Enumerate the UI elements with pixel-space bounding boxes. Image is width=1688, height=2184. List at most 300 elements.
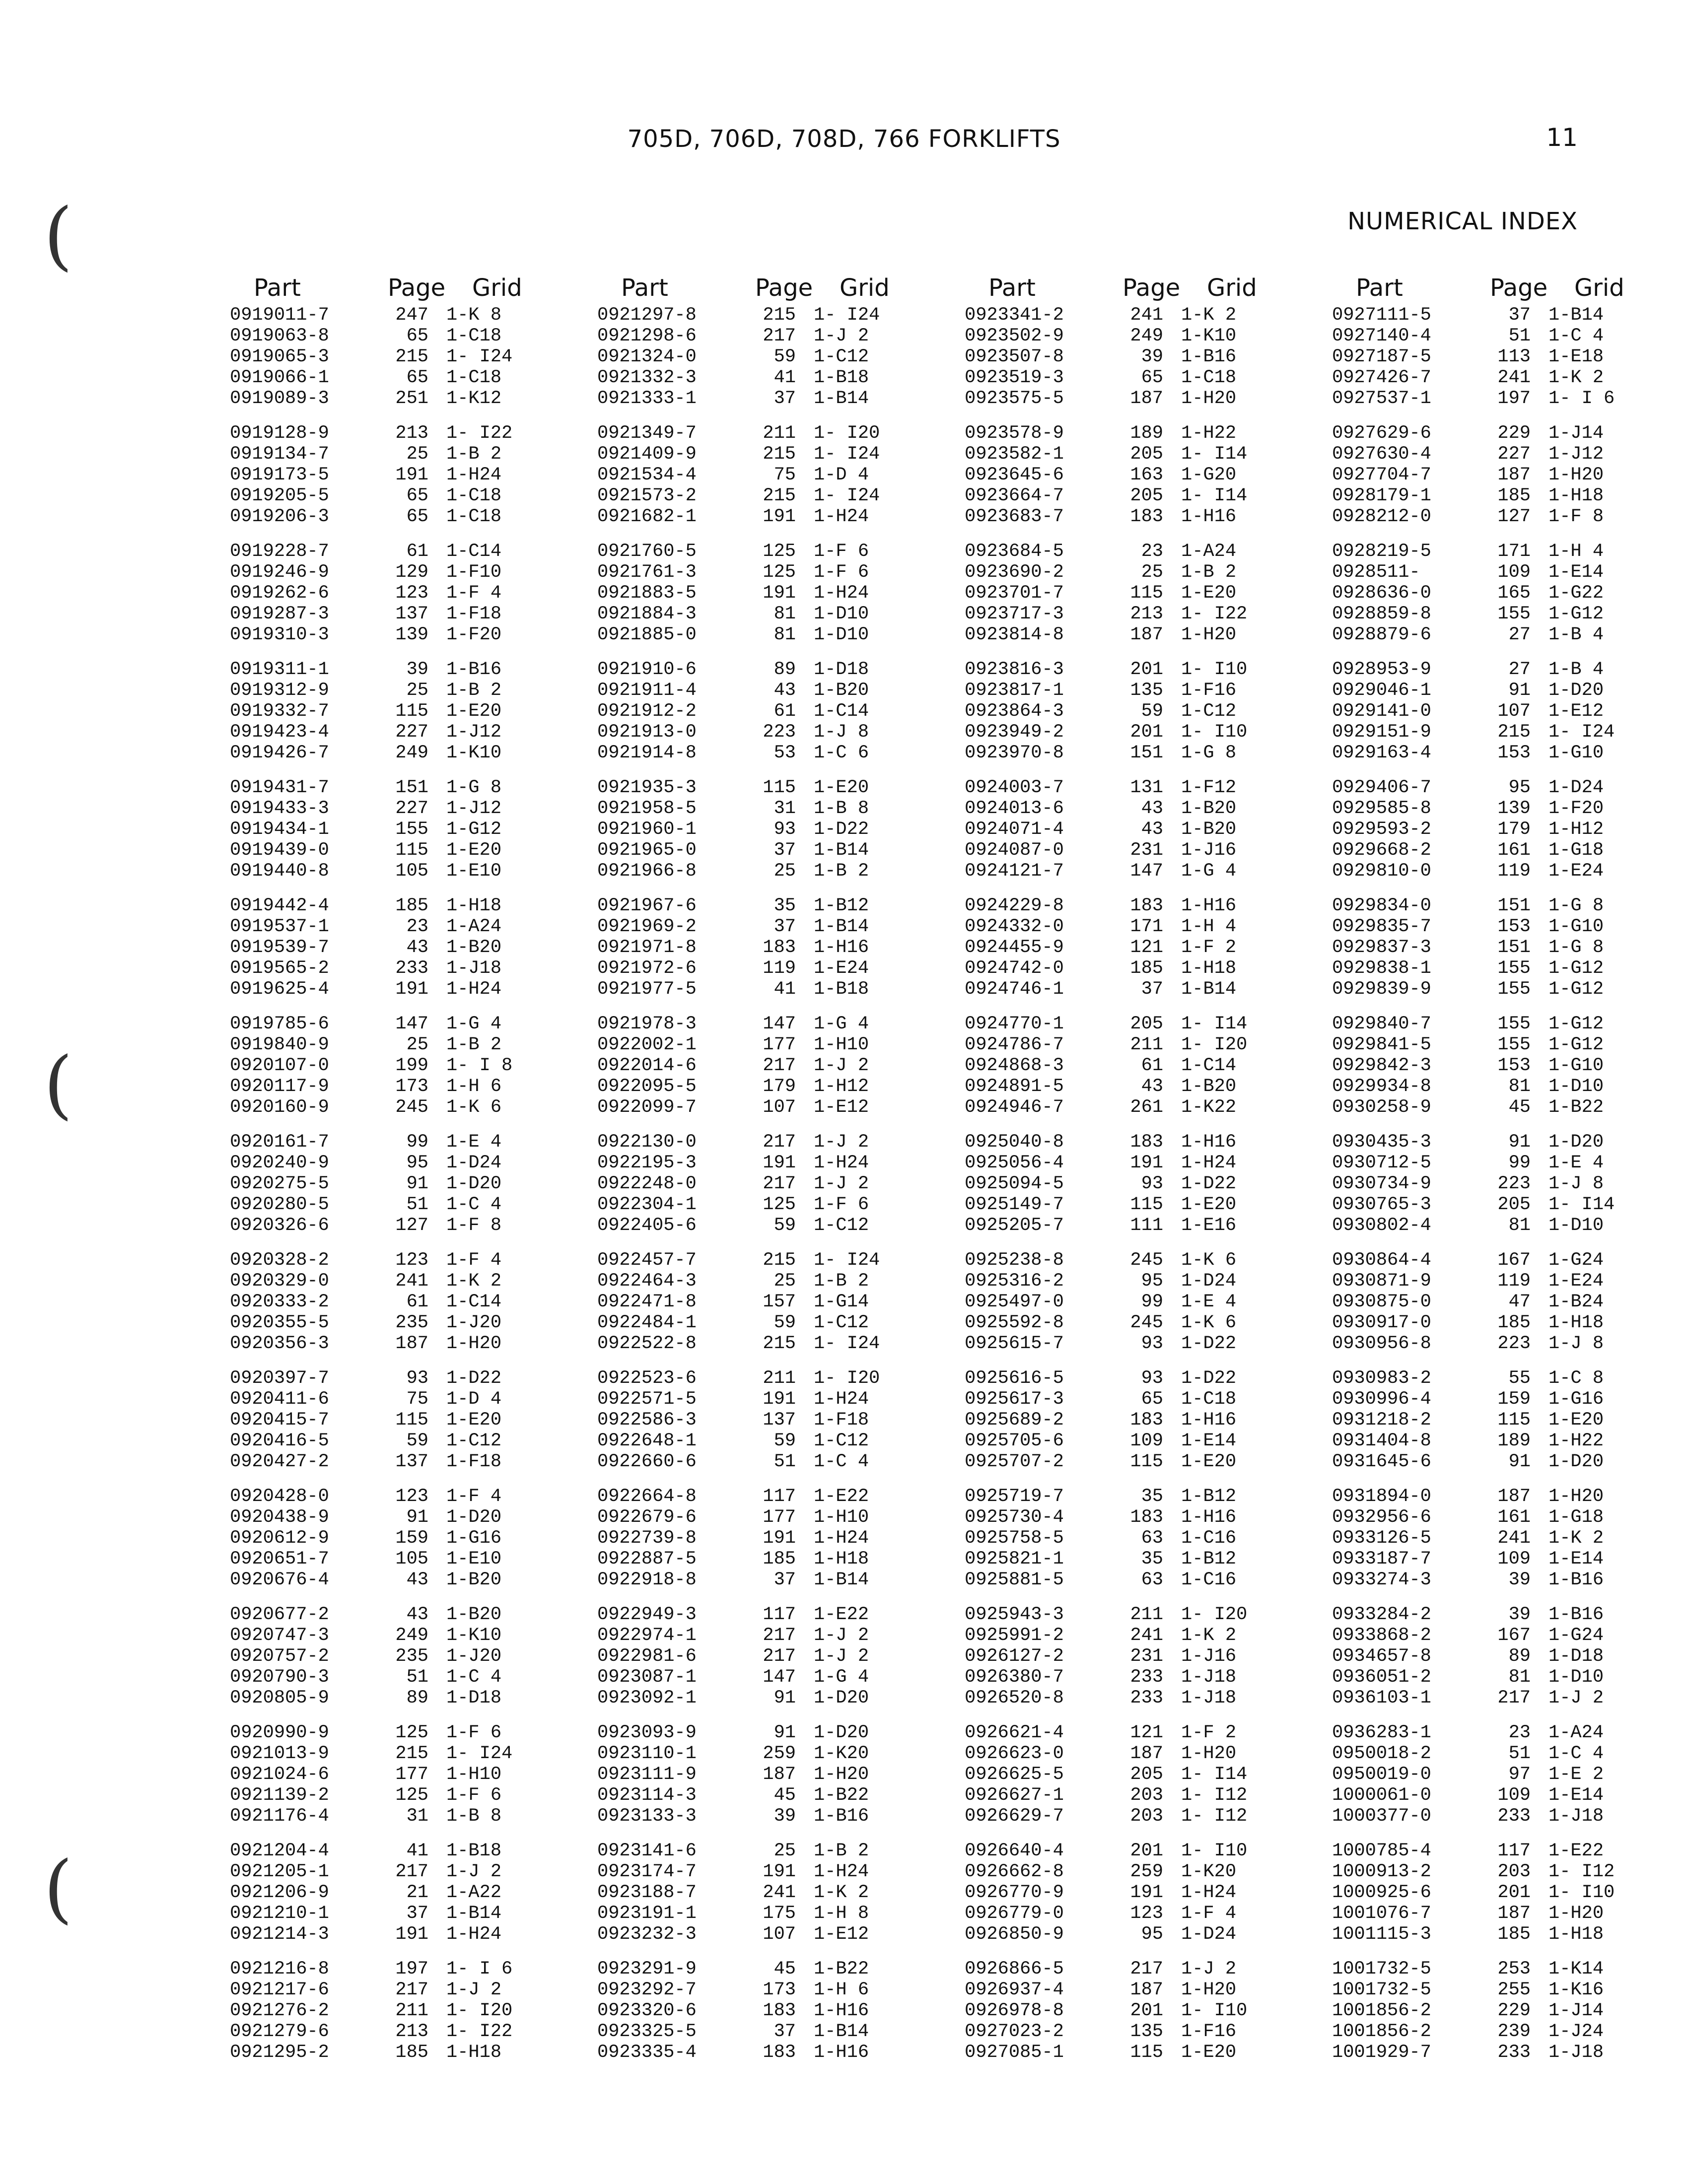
- page-ref: 35: [774, 895, 796, 916]
- part-number: 0930712-5: [1332, 1153, 1431, 1173]
- page-ref: 147: [763, 1014, 796, 1034]
- grid-ref: 1-B20: [1181, 1076, 1237, 1097]
- page-ref: 155: [1497, 1034, 1531, 1055]
- page-ref: 25: [774, 1841, 796, 1861]
- table-row: [230, 1034, 607, 1055]
- part-number: 1001732-5: [1332, 1979, 1431, 2000]
- part-number: 0925730-4: [965, 1507, 1064, 1528]
- table-row: [1332, 485, 1688, 506]
- part-number: 0921978-3: [597, 1014, 697, 1034]
- grid-ref: 1-C18: [1181, 367, 1237, 388]
- part-number: 0923519-3: [965, 367, 1064, 388]
- part-number: 0921206-9: [230, 1882, 329, 1903]
- grid-ref: 1-D22: [1181, 1173, 1237, 1194]
- grid-ref: 1-B16: [814, 1806, 869, 1827]
- table-row: [597, 2042, 975, 2063]
- grid-ref: 1-B12: [814, 895, 869, 916]
- table-row: [1332, 659, 1688, 680]
- part-number: 0925205-7: [965, 1215, 1064, 1236]
- page-ref: 81: [1508, 1667, 1531, 1688]
- table-row: [230, 1861, 607, 1882]
- page-ref: 93: [774, 819, 796, 840]
- page-ref: 167: [1497, 1625, 1531, 1646]
- grid-ref: 1-J16: [1181, 840, 1237, 861]
- page-ref: 187: [1497, 465, 1531, 485]
- grid-ref: 1-G 8: [1548, 895, 1604, 916]
- part-number: 0923575-5: [965, 388, 1064, 409]
- grid-ref: 1-H18: [446, 2042, 502, 2063]
- table-row: [597, 1764, 975, 1785]
- part-number: 0932956-6: [1332, 1507, 1431, 1528]
- grid-ref: 1-G12: [1548, 979, 1604, 1000]
- table-row: [230, 1806, 607, 1827]
- part-number: 0925617-3: [965, 1389, 1064, 1410]
- page-ref: 215: [395, 346, 428, 367]
- part-number: 1001856-2: [1332, 2000, 1431, 2021]
- page-ref: 255: [1497, 1979, 1531, 2000]
- page-ref: 239: [1497, 2021, 1531, 2042]
- grid-ref: 1-C 4: [1548, 326, 1604, 346]
- part-number: 0921297-8: [597, 305, 697, 326]
- page-ref: 187: [395, 1333, 428, 1354]
- part-number: 0929810-0: [1332, 861, 1431, 882]
- grid-ref: 1-D 4: [446, 1389, 502, 1410]
- grid-ref: 1-J 8: [1548, 1333, 1604, 1354]
- part-number: 0922523-6: [597, 1368, 697, 1389]
- grid-ref: 1-H18: [1548, 485, 1604, 506]
- part-number: 0922739-8: [597, 1528, 697, 1549]
- table-row: [597, 2000, 975, 2021]
- table-row: [597, 1625, 975, 1646]
- table-row: [965, 979, 1342, 1000]
- page-ref: 179: [1497, 819, 1531, 840]
- page-ref: 185: [1130, 958, 1163, 979]
- part-number: 0923717-3: [965, 604, 1064, 624]
- part-number: 0919434-1: [230, 819, 329, 840]
- grid-ref: 1-J 2: [814, 1132, 869, 1153]
- part-number: 0930864-4: [1332, 1250, 1431, 1271]
- page-ref: 187: [763, 1764, 796, 1785]
- grid-ref: 1-H18: [1548, 1312, 1604, 1333]
- part-number: 0925689-2: [965, 1410, 1064, 1431]
- part-number: 0922002-1: [597, 1034, 697, 1055]
- page-ref: 201: [1130, 722, 1163, 743]
- table-row: [597, 659, 975, 680]
- table-row: [1332, 722, 1688, 743]
- table-row: [965, 840, 1342, 861]
- table-row: [230, 1389, 607, 1410]
- grid-ref: 1-C 4: [814, 1451, 869, 1472]
- grid-ref: 1-C12: [814, 346, 869, 367]
- row-group: [230, 1959, 607, 2063]
- grid-ref: 1- I24: [1548, 722, 1615, 743]
- table-row: [230, 958, 607, 979]
- grid-ref: 1-E12: [1548, 701, 1604, 722]
- part-number: 0920747-3: [230, 1625, 329, 1646]
- part-number: 0920415-7: [230, 1410, 329, 1431]
- part-number: 0919433-3: [230, 798, 329, 819]
- part-number: 0922130-0: [597, 1132, 697, 1153]
- grid-ref: 1-H24: [1181, 1882, 1237, 1903]
- page-ref: 159: [395, 1528, 428, 1549]
- part-number: 1001076-7: [1332, 1903, 1431, 1924]
- grid-ref: 1-D20: [814, 1722, 869, 1743]
- page-ref: 91: [774, 1688, 796, 1708]
- row-group: [230, 541, 607, 645]
- grid-ref: 1-G12: [1548, 604, 1604, 624]
- grid-ref: 1-B22: [814, 1959, 869, 1979]
- table-row: [965, 1076, 1342, 1097]
- table-row: [965, 1486, 1342, 1507]
- table-row: [597, 444, 975, 465]
- part-number: 0923341-2: [965, 305, 1064, 326]
- page-ref: 185: [1497, 485, 1531, 506]
- part-number: 0933187-7: [1332, 1549, 1431, 1570]
- page-ref: 89: [774, 659, 796, 680]
- part-number: 0920416-5: [230, 1431, 329, 1451]
- table-row: [230, 680, 607, 701]
- page-ref: 223: [1497, 1333, 1531, 1354]
- grid-ref: 1-J18: [446, 958, 502, 979]
- grid-ref: 1-E16: [1181, 1215, 1237, 1236]
- grid-ref: 1-K20: [814, 1743, 869, 1764]
- table-row: [965, 1882, 1342, 1903]
- part-number: 0922248-0: [597, 1173, 697, 1194]
- grid-ref: 1-C 4: [446, 1667, 502, 1688]
- part-number: 0927704-7: [1332, 465, 1431, 485]
- part-number: 0930983-2: [1332, 1368, 1431, 1389]
- grid-ref: 1-J 2: [1181, 1959, 1237, 1979]
- page-ref: 139: [1497, 798, 1531, 819]
- page-ref: 37: [774, 840, 796, 861]
- part-number: 0925040-8: [965, 1132, 1064, 1153]
- table-row: [230, 1431, 607, 1451]
- grid-ref: 1-G16: [446, 1528, 502, 1549]
- grid-ref: 1- I10: [1181, 2000, 1248, 2021]
- grid-ref: 1-B20: [1181, 819, 1237, 840]
- part-number: 0921972-6: [597, 958, 697, 979]
- page-ref: 189: [1130, 423, 1163, 444]
- part-number: 0919205-5: [230, 485, 329, 506]
- part-number: 0921217-6: [230, 1979, 329, 2000]
- page-ref: 123: [395, 583, 428, 604]
- part-number: 0931645-6: [1332, 1451, 1431, 1472]
- grid-ref: 1-E20: [1181, 1194, 1237, 1215]
- grid-ref: 1-C16: [1181, 1570, 1237, 1590]
- part-number: 0930875-0: [1332, 1292, 1431, 1312]
- page-ref: 45: [1508, 1097, 1531, 1118]
- part-number: 0933274-3: [1332, 1570, 1431, 1590]
- table-row: [597, 916, 975, 937]
- grid-ref: 1-B22: [814, 1785, 869, 1806]
- grid-ref: 1- I20: [1181, 1604, 1248, 1625]
- row-group: [597, 541, 975, 645]
- page-ref: 167: [1497, 1250, 1531, 1271]
- grid-ref: 1-D24: [1548, 777, 1604, 798]
- grid-ref: 1-C 6: [814, 743, 869, 763]
- page-ref: 185: [395, 2042, 428, 2063]
- part-number: 0929585-8: [1332, 798, 1431, 819]
- page-ref: 227: [1497, 444, 1531, 465]
- part-number: 1001115-3: [1332, 1924, 1431, 1945]
- part-number: 0950019-0: [1332, 1764, 1431, 1785]
- table-row: [597, 541, 975, 562]
- page-ref: 95: [1508, 777, 1531, 798]
- part-number: 0922974-1: [597, 1625, 697, 1646]
- grid-ref: 1-F 2: [1181, 1722, 1237, 1743]
- part-number: 0923141-6: [597, 1841, 697, 1861]
- part-number: 0922679-6: [597, 1507, 697, 1528]
- header-grid: Grid: [840, 274, 890, 302]
- grid-ref: 1-B14: [1181, 979, 1237, 1000]
- part-number: 0922586-3: [597, 1410, 697, 1431]
- page-ref: 115: [1497, 1410, 1531, 1431]
- header-page: Page: [1490, 274, 1548, 302]
- table-row: [1332, 1312, 1688, 1333]
- grid-ref: 1-F20: [1548, 798, 1604, 819]
- part-number: 0928511-: [1332, 562, 1420, 583]
- part-number: 0919539-7: [230, 937, 329, 958]
- part-number: 0925316-2: [965, 1271, 1064, 1292]
- grid-ref: 1-E22: [814, 1486, 869, 1507]
- page-ref: 107: [763, 1924, 796, 1945]
- part-number: 0920329-0: [230, 1271, 329, 1292]
- part-number: 0926770-9: [965, 1882, 1064, 1903]
- page-ref: 65: [1141, 1389, 1163, 1410]
- table-row: [230, 861, 607, 882]
- page-ref: 25: [774, 861, 796, 882]
- table-row: [597, 1312, 975, 1333]
- part-number: 0923320-6: [597, 2000, 697, 2021]
- grid-ref: 1-K 2: [446, 1271, 502, 1292]
- grid-ref: 1-E24: [1548, 1271, 1604, 1292]
- table-row: [230, 1785, 607, 1806]
- table-row: [1332, 1215, 1688, 1236]
- table-row: [597, 1507, 975, 1528]
- table-row: [230, 444, 607, 465]
- grid-ref: 1-E14: [1548, 562, 1604, 583]
- part-number: 0919310-3: [230, 624, 329, 645]
- page-ref: 191: [1130, 1882, 1163, 1903]
- page-ref: 165: [1497, 583, 1531, 604]
- part-number: 0933868-2: [1332, 1625, 1431, 1646]
- part-number: 0928953-9: [1332, 659, 1431, 680]
- page-ref: 89: [1508, 1646, 1531, 1667]
- part-number: 0919625-4: [230, 979, 329, 1000]
- page-ref: 81: [1508, 1076, 1531, 1097]
- table-row: [1332, 1604, 1688, 1625]
- grid-ref: 1-H16: [814, 2000, 869, 2021]
- part-number: 0921885-0: [597, 624, 697, 645]
- grid-ref: 1-K 6: [1181, 1250, 1237, 1271]
- page-ref: 161: [1497, 1507, 1531, 1528]
- part-number: 0923114-3: [597, 1785, 697, 1806]
- page-ref: 217: [1130, 1959, 1163, 1979]
- column-header: [597, 274, 975, 305]
- page-ref: 217: [763, 1625, 796, 1646]
- grid-ref: 1-K12: [446, 388, 502, 409]
- page-ref: 155: [1497, 979, 1531, 1000]
- table-row: [965, 1271, 1342, 1292]
- table-row: [965, 1451, 1342, 1472]
- grid-ref: 1-K20: [1181, 1861, 1237, 1882]
- grid-ref: 1-H12: [814, 1076, 869, 1097]
- grid-ref: 1-B14: [814, 1570, 869, 1590]
- page-ref: 151: [1497, 895, 1531, 916]
- grid-ref: 1-J 2: [814, 1173, 869, 1194]
- table-row: [230, 1014, 607, 1034]
- table-row: [597, 722, 975, 743]
- page-ref: 247: [395, 305, 428, 326]
- page-ref: 117: [763, 1604, 796, 1625]
- part-number: 0922099-7: [597, 1097, 697, 1118]
- table-row: [597, 1667, 975, 1688]
- table-row: [597, 1451, 975, 1472]
- part-number: 0923335-4: [597, 2042, 697, 2063]
- page-ref: 233: [1497, 1806, 1531, 1827]
- page-ref: 227: [395, 798, 428, 819]
- grid-ref: 1-H24: [814, 583, 869, 604]
- table-row: [965, 916, 1342, 937]
- part-number: 0921971-8: [597, 937, 697, 958]
- row-group: [597, 1604, 975, 1708]
- table-row: [965, 1507, 1342, 1528]
- table-row: [597, 1646, 975, 1667]
- part-number: 0921910-6: [597, 659, 697, 680]
- grid-ref: 1-A24: [446, 916, 502, 937]
- grid-ref: 1-C18: [446, 326, 502, 346]
- table-row: [230, 777, 607, 798]
- table-row: [1332, 895, 1688, 916]
- grid-ref: 1-B18: [446, 1841, 502, 1861]
- page-ref: 245: [395, 1097, 428, 1118]
- part-number: 0925719-7: [965, 1486, 1064, 1507]
- page-ref: 93: [1141, 1333, 1163, 1354]
- part-number: 0924003-7: [965, 777, 1064, 798]
- part-number: 1000913-2: [1332, 1861, 1431, 1882]
- page-ref: 203: [1497, 1861, 1531, 1882]
- part-number: 0927111-5: [1332, 305, 1431, 326]
- page-ref: 31: [774, 798, 796, 819]
- table-row: [965, 659, 1342, 680]
- part-number: 0921295-2: [230, 2042, 329, 2063]
- binder-hole-mark: (: [44, 1845, 73, 1932]
- table-row: [230, 1333, 607, 1354]
- table-row: [965, 819, 1342, 840]
- page-ref: 245: [1130, 1312, 1163, 1333]
- grid-ref: 1-B 2: [446, 680, 502, 701]
- grid-ref: 1-J12: [446, 722, 502, 743]
- table-row: [597, 777, 975, 798]
- page-ref: 39: [1508, 1570, 1531, 1590]
- table-row: [1332, 1841, 1688, 1861]
- page-ref: 215: [763, 305, 796, 326]
- row-group: [1332, 541, 1688, 645]
- page-ref: 121: [1130, 1722, 1163, 1743]
- table-row: [597, 937, 975, 958]
- part-number: 0926640-4: [965, 1841, 1064, 1861]
- part-number: 0926779-0: [965, 1903, 1064, 1924]
- page-ref: 175: [763, 1903, 796, 1924]
- table-row: [1332, 1570, 1688, 1590]
- page-ref: 191: [395, 979, 428, 1000]
- table-row: [965, 1841, 1342, 1861]
- table-row: [597, 1722, 975, 1743]
- page-ref: 97: [1508, 1764, 1531, 1785]
- page-ref: 35: [1141, 1486, 1163, 1507]
- page-ref: 121: [1130, 937, 1163, 958]
- grid-ref: 1-G18: [1548, 1507, 1604, 1528]
- page-ref: 155: [1497, 604, 1531, 624]
- page-ref: 43: [1141, 798, 1163, 819]
- table-row: [965, 506, 1342, 527]
- page-ref: 227: [395, 722, 428, 743]
- grid-ref: 1-H24: [446, 979, 502, 1000]
- grid-ref: 1-C12: [814, 1431, 869, 1451]
- grid-ref: 1-G 8: [1181, 743, 1237, 763]
- table-row: [965, 562, 1342, 583]
- table-row: [597, 1389, 975, 1410]
- page-ref: 201: [1130, 2000, 1163, 2021]
- grid-ref: 1-D20: [446, 1173, 502, 1194]
- table-row: [1332, 1153, 1688, 1173]
- part-number: 0930765-3: [1332, 1194, 1431, 1215]
- part-number: 0926520-8: [965, 1688, 1064, 1708]
- table-row: [597, 1292, 975, 1312]
- grid-ref: 1-E20: [446, 701, 502, 722]
- grid-ref: 1-B14: [1548, 305, 1604, 326]
- page-ref: 47: [1508, 1292, 1531, 1312]
- part-number: 0926850-9: [965, 1924, 1064, 1945]
- page-ref: 91: [774, 1722, 796, 1743]
- grid-ref: 1-C14: [1181, 1055, 1237, 1076]
- grid-ref: 1-G12: [446, 819, 502, 840]
- part-number: 0927537-1: [1332, 388, 1431, 409]
- part-number: 0921276-2: [230, 2000, 329, 2021]
- part-number: 0921176-4: [230, 1806, 329, 1827]
- page-ref: 123: [395, 1486, 428, 1507]
- row-group: [597, 423, 975, 527]
- page-ref: 59: [774, 1431, 796, 1451]
- table-row: [597, 680, 975, 701]
- page-ref: 215: [763, 485, 796, 506]
- page-ref: 203: [1130, 1785, 1163, 1806]
- table-row: [597, 1097, 975, 1118]
- table-row: [1332, 1451, 1688, 1472]
- part-number: 0919011-7: [230, 305, 329, 326]
- row-group: [597, 1841, 975, 1945]
- header-grid: Grid: [472, 274, 522, 302]
- part-number: 0926629-7: [965, 1806, 1064, 1827]
- table-row: [597, 840, 975, 861]
- part-number: 0922918-8: [597, 1570, 697, 1590]
- table-row: [965, 777, 1342, 798]
- table-row: [597, 1841, 975, 1861]
- page-ref: 213: [1130, 604, 1163, 624]
- part-number: 0922660-6: [597, 1451, 697, 1472]
- binder-hole-mark: (: [44, 193, 73, 279]
- row-group: [1332, 659, 1688, 763]
- part-number: 0919066-1: [230, 367, 329, 388]
- part-number: 0929593-2: [1332, 819, 1431, 840]
- page-ref: 233: [395, 958, 428, 979]
- row-group: [230, 659, 607, 763]
- grid-ref: 1-J14: [1548, 423, 1604, 444]
- grid-ref: 1-H16: [814, 937, 869, 958]
- page-ref: 127: [1497, 506, 1531, 527]
- page-ref: 171: [1497, 541, 1531, 562]
- page-ref: 31: [406, 1806, 428, 1827]
